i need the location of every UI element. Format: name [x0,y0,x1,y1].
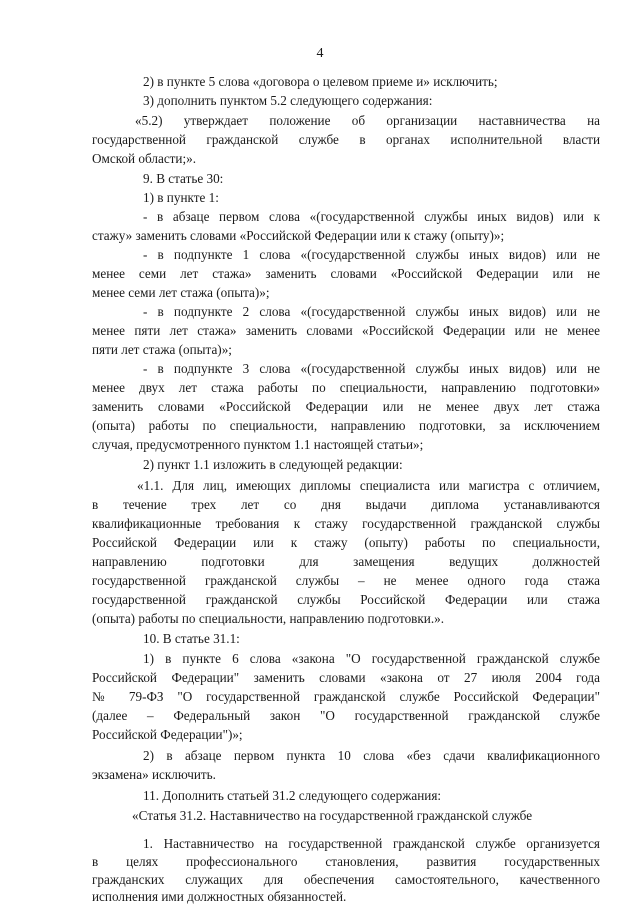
text-line: (опыта) работы по специальности, направлению подготовки.». [92,611,445,626]
text-line: 10. В статье 31.1: [143,631,240,646]
text-line: в целях профессионального становления, развития государственных [92,854,600,869]
text-line: государственной гражданской службы – не менее одного года стажа [92,573,600,588]
page-number: 4 [316,46,324,61]
text-line: менее семи лет стажа (опыта)»; [92,285,270,300]
text-line: 3) дополнить пунктом 5.2 следующего содержания: [143,93,433,108]
text-line: экзамена» исключить. [92,767,216,782]
text-line: 1. Наставничество на государственной гражданской службе организуется [143,836,600,851]
text-line: исполнения ими должностных обязанностей. [92,889,347,904]
text-line: - в абзаце первом слова «(государственной службы иных видов) или к [143,209,600,224]
text-line: - в подпункте 3 слова «(государственной службы иных видов) или не [143,361,600,376]
text-line: Российской Федерации")»; [92,727,243,742]
text-line: № 79-ФЗ "О государственной гражданской службе Российской Федерации" [92,689,600,704]
text-line: 1) в пункте 1: [143,190,219,205]
text-line: гражданских служащих для обеспечения самостоятельного, качественного [92,872,600,887]
text-line: «5.2) утверждает положение об организации наставничества на [135,113,600,128]
text-line: (опыта) работы по специальности, направлению подготовки, за исключением [92,418,600,433]
text-line: менее пяти лет стажа» заменить словами «Российской Федерации или не менее [92,323,600,338]
text-line: заменить словами «Российской Федерации или не менее двух лет стажа [92,399,600,414]
text-line: случая, предусмотренного пунктом 1.1 настоящей статьи»; [92,437,424,452]
text-line: 1) в пункте 6 слова «закона "О государственной гражданской службе [143,651,600,666]
text-line: - в подпункте 1 слова «(государственной службы иных видов) или не [143,247,600,262]
text-line: 2) в абзаце первом пункта 10 слова «без сдачи квалификационного [143,748,600,763]
section-heading: «Статья 31.2. Наставничество на государственной гражданской службе [132,808,533,823]
text-line: - в подпункте 2 слова «(государственной службы иных видов) или не [143,304,600,319]
text-line: 2) в пункте 5 слова «договора о целевом приеме и» исключить; [143,74,498,89]
text-line: Российской Федерации" заменить словами «закона от 27 июля 2004 года [92,670,600,685]
text-line: 11. Дополнить статьей 31.2 следующего содержания: [143,788,442,803]
text-line: пяти лет стажа (опыта)»; [92,342,232,357]
text-line: государственной гражданской службы Российской Федерации или стажа [92,592,600,607]
text-line: менее семи лет стажа» заменить словами «Российской Федерации или не [92,266,600,281]
text-line: 9. В статье 30: [143,171,224,186]
text-line: Российской Федерации или к стажу (опыту) работы по специальности, [92,535,600,550]
text-line: менее двух лет стажа работы по специальности, направлению подготовки» [92,380,600,395]
text-line: государственной гражданской службе в органах исполнительной власти [92,132,600,147]
text-line: направлению подготовки для замещения ведущих должностей [92,554,600,569]
text-line: (далее – Федеральный закон "О государственной гражданской службе [92,708,600,723]
text-line: Омской области;». [92,151,197,166]
text-line: квалификационные требования к стажу государственной гражданской службы [92,516,600,531]
text-line: в течение трех лет со дня выдачи диплома устанавливаются [92,497,600,512]
text-line: «1.1. Для лиц, имеющих дипломы специалиста или магистра с отличием, [137,478,600,493]
text-line: стажу» заменить словами «Российской Федерации или к стажу (опыту)»; [92,228,505,243]
text-line: 2) пункт 1.1 изложить в следующей редакции: [143,457,403,472]
